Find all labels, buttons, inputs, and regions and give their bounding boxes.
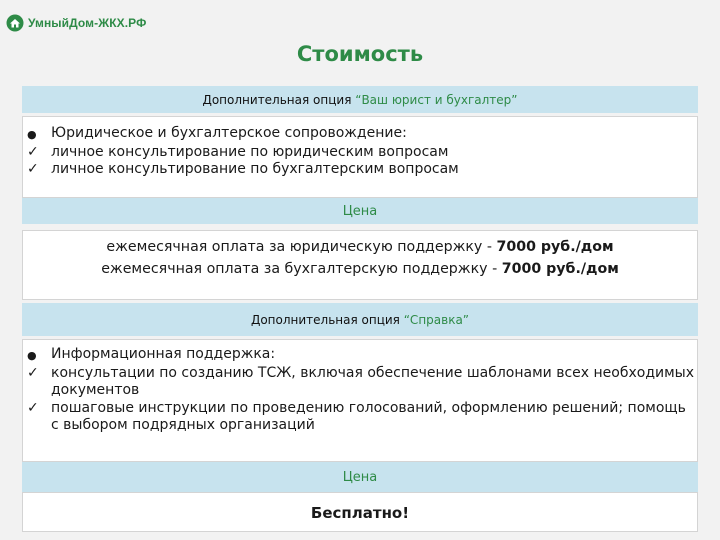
site-logo[interactable] xyxy=(6,14,146,32)
option2-prefix: Дополнительная опция xyxy=(250,312,404,327)
option2-price-header xyxy=(22,462,698,492)
list-item-text: личное консультирование по бухгалтерским вопросам xyxy=(51,161,459,177)
bullet-dot-icon: ● xyxy=(27,128,37,141)
list-item xyxy=(23,400,697,435)
option1-name: “Ваш юрист и бухгалтер” xyxy=(355,92,518,107)
list-item-text: пошаговые инструкции по проведению голосований, оформлению решений; помощь с выбором подрядных организаций xyxy=(51,399,686,433)
house-leaf-icon xyxy=(6,14,24,32)
option2-price-label: Цена xyxy=(342,469,378,485)
list-item-text: личное консультирование по юридическим вопросам xyxy=(51,143,449,160)
logo-text: УмныйДом-ЖКХ.РФ xyxy=(28,16,147,30)
price-line xyxy=(23,258,697,280)
checkmark-icon: ✓ xyxy=(27,143,39,160)
option1-prefix: Дополнительная опция xyxy=(202,92,356,107)
option1-header xyxy=(22,86,698,113)
option1-price-label: Цена xyxy=(342,203,378,219)
option1-features xyxy=(22,116,698,198)
option2-name: “Справка” xyxy=(403,312,470,327)
price-line-text: ежемесячная оплата за юридическую поддержку - xyxy=(106,239,497,255)
price-line-text: ежемесячная оплата за бухгалтерскую поддержку - xyxy=(101,261,502,277)
list-item xyxy=(23,161,697,179)
option2-header xyxy=(22,303,698,336)
checkmark-icon: ✓ xyxy=(27,161,39,177)
page-title: Стоимость xyxy=(296,42,424,66)
list-item xyxy=(23,365,697,400)
list-item-text: консультации по созданию ТСЖ, включая обеспечение шаблонами всех необходимых документов xyxy=(51,364,695,398)
list-item xyxy=(23,144,697,162)
option2-features xyxy=(22,339,698,462)
checkmark-icon: ✓ xyxy=(27,364,39,381)
option2-price-box xyxy=(22,492,698,532)
option1-price-header xyxy=(22,198,698,224)
bullet-dot-icon: ● xyxy=(27,349,37,362)
price-amount: 7000 руб./дом xyxy=(496,239,614,255)
price-amount: 7000 руб./дом xyxy=(501,261,619,277)
option1-price-box xyxy=(22,230,698,300)
option2-bullet-line xyxy=(23,346,697,365)
checkmark-icon: ✓ xyxy=(27,399,39,416)
option2-price-value: Бесплатно! xyxy=(310,504,410,522)
option2-bullet-text: Информационная поддержка: xyxy=(51,346,276,362)
option1-bullet-text: Юридическое и бухгалтерское сопровождение: xyxy=(51,125,407,141)
option1-bullet-line xyxy=(23,125,697,144)
price-line xyxy=(23,236,697,258)
